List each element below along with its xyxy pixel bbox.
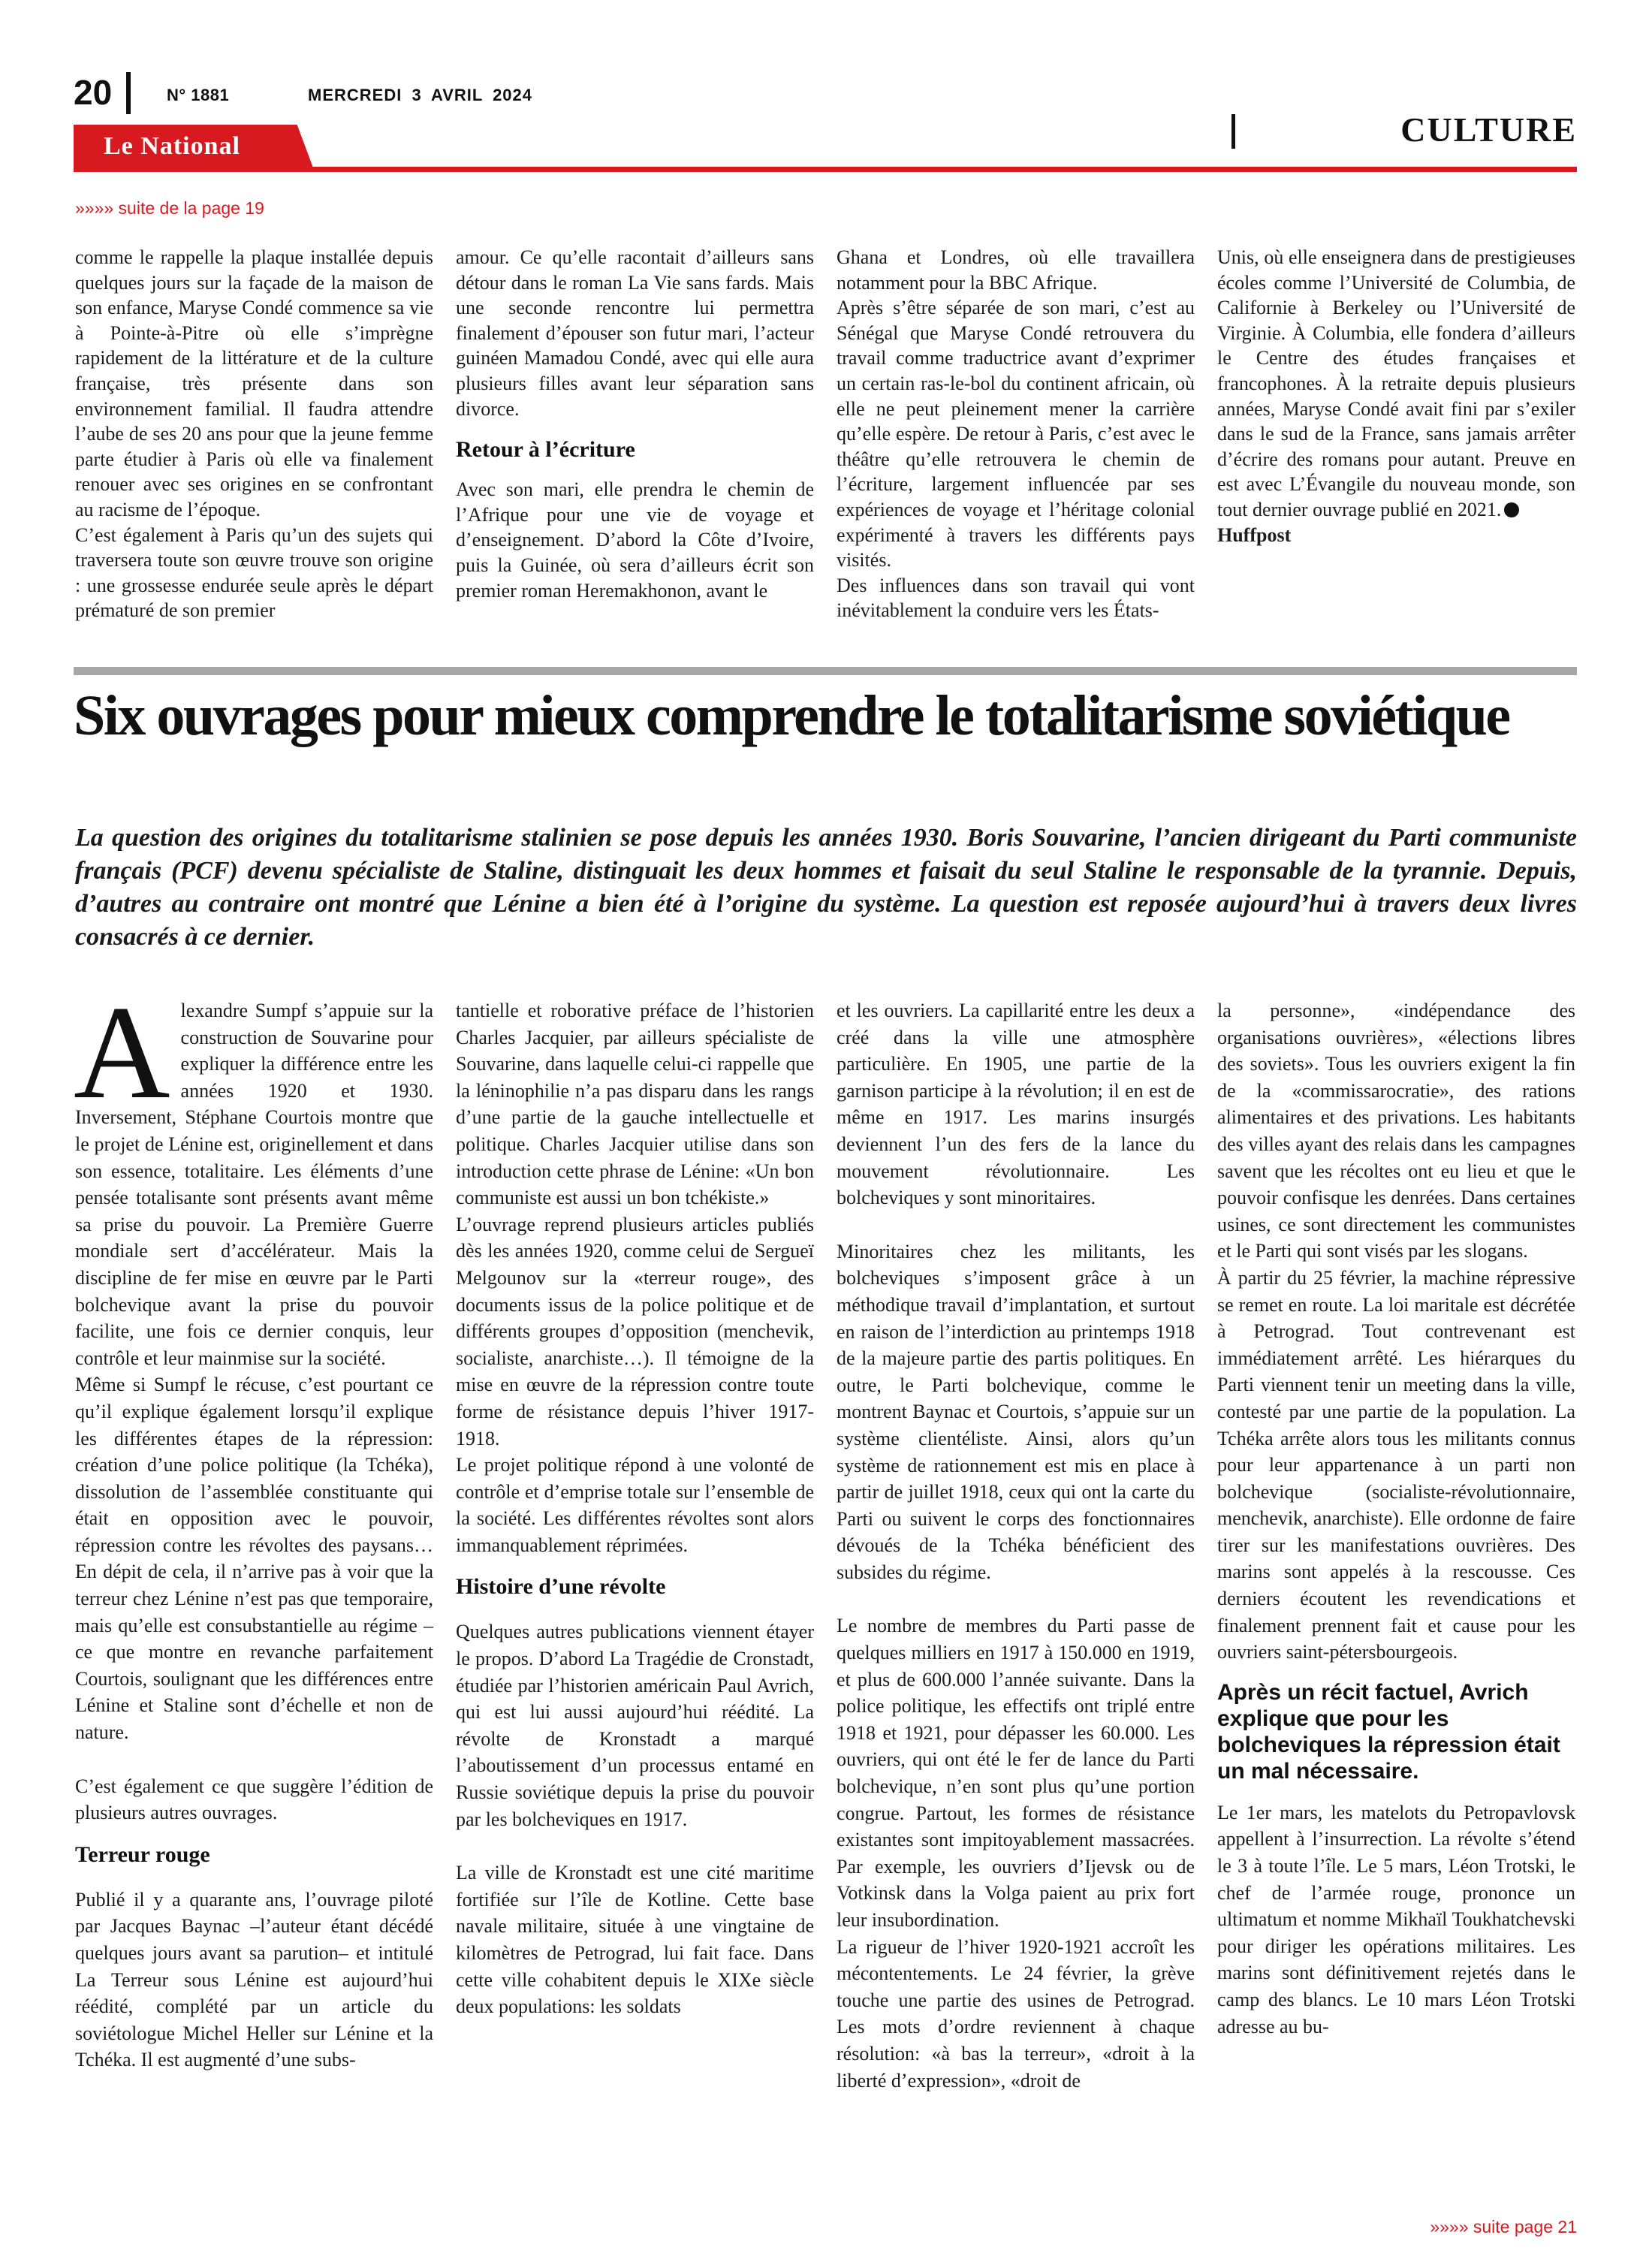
- paragraph: Même si Sumpf le récuse, c’est pourtant ce qu’il explique également lorsqu’il explique les différentes étapes de la répression: création d’une police politique (la Tchéka), dissolution de l’assemblée constituante qui était en opposition avec le pouvoir, répression contre les révoltes des paysans… En dépit de cela, il n’arrive pas à voir que la terreur chez Lénine n’est pas que temporaire, mais qu’elle est consubstantielle au régime –ce que montre en revanche parfaitement Courtois, soulignant que les différences entre Lénine et Staline sont d’échelle et non de nature.: [75, 1374, 433, 1744]
- paragraph: L’ouvrage reprend plusieurs articles publiés dès les années 1920, comme celui de Sergueï Melgounov sur la «terreur rouge», des documents issus de la police politique et de différents groupes d’opposition (menchevik, socialiste, anarchiste…). Il témoigne de la mise en œuvre de la répression contre toute forme de résistance depuis l’hiver 1917-1918.: [456, 1213, 814, 1449]
- pull-quote: Après un récit factuel, Avrich explique que pour les bolcheviques la répression était un mal nécessaire.: [1217, 1679, 1560, 1784]
- paragraph: tantielle et roborative préface de l’historien Charles Jacquier, par ailleurs spécialiste de Souvarine, dans laquelle celui-ci rappelle que la léninophilie n’a pas disparu dans les rangs d’une partie de la gauche intellectuelle et politique. Charles Jacquier utilise dans son introduction cette phrase de Lénine: «Un bon communiste est aussi un bon tchékiste.»: [456, 1000, 814, 1209]
- article-separator: [74, 667, 1577, 675]
- paragraph: [74, 978, 433, 1371]
- paragraph: Le 1er mars, les matelots du Petropavlovsk appellent à l’insurrection. La révolte s’étend le 3 à toute l’île. Le 5 mars, Léon Trotski, le chef de l’armée rouge, prononce un ultimatum et nomme Mikhaïl Toukhatchevski pour diriger les opérations militaires. Les marins sont définitivement rejetés dans le camp des blancs. Le 10 mars Léon Trotski adresse au bu-: [1217, 1801, 1575, 2037]
- main-article-column-1: [74, 978, 433, 2074]
- issue-date: MERCREDI 3 AVRIL 2024: [308, 86, 533, 104]
- paragraph: comme le rappelle la plaque installée depuis quelques jours sur la façade de la maison de son enfance, Maryse Condé commence sa vie à Pointe-à-Pitre où elle s’imprègne rapidement de la littérature et de la culture française, très présente dans son environnement familial. Il faudra attendre l’aube de ses 20 ans pour que la jeune femme parte étudier à Paris où elle va finalement renouer avec ses origines en se confrontant au racisme de l’époque.: [75, 246, 433, 520]
- subheading: Histoire d’une révolte: [456, 1574, 666, 1600]
- issue-number: N° 1881: [167, 86, 230, 104]
- paragraph: Quelques autres publications viennent étayer le propos. D’abord La Tragédie de Cronstadt, étudiée par l’historien américain Paul Avrich, qui est lui aussi aujourd’hui réédité. La révolte de Kronstadt a marqué l’aboutissement d’un processus entamé en Russie soviétique depuis la prise du pouvoir par les bolcheviques en 1917.: [456, 1621, 814, 1830]
- article-lede: La question des origines du totalitarisme stalinien se pose depuis les années 1930. Boris Souvarine, l’ancien dirigeant du Parti communiste français (PCF) devenu spécialiste de Staline, distinguait les deux hommes et faisait du seul Staline le responsable de la tyrannie. Depuis, d’autres au contraire ont montré que Lénine a bien été à l’origine du système. La question est reposée aujourd’hui à travers deux livres consacrés à ce dernier.: [75, 824, 1577, 951]
- main-article-column-4: [1217, 997, 1575, 2040]
- paragraph: amour. Ce qu’elle racontait d’ailleurs sans détour dans le roman La Vie sans fards. Mais une seconde rencontre lui permettra finalement d’épouser son futur mari, l’acteur guinéen Mamadou Condé, avec qui elle aura plusieurs filles avant leur séparation sans divorce.: [456, 246, 814, 420]
- article-source: Huffpost: [1217, 523, 1292, 546]
- paragraph: Après s’être séparée de son mari, c’est au Sénégal que Maryse Condé retrouvera du travail comme traductrice avant d’exprimer un certain ras-le-bol du continent africain, où elle ne peut pleinement mener la carrière qu’elle espère. De retour à Paris, c’est avec le théâtre qu’elle retrouvera le chemin de l’écriture, largement influencée par ses expériences de voyage et l’héritage colonial expérimenté à travers les différents pays visités.: [837, 297, 1195, 572]
- paragraph: Le nombre de membres du Parti passe de quelques milliers en 1917 à 150.000 en 1919, et plus de 600.000 l’année suivante. Dans la police politique, les effectifs ont triplé entre 1918 et 1921, pour dépasser les 60.000. Les ouvriers, qui ont été le fer de lance du Parti bolchevique, n’en sont plus qu’une portion congrue. Partout, les formes de résistance existantes sont impitoyablement massacrées. Par exemple, les ouvriers d’Ijevsk ou de Votkinsk dans la Volga paient au prix fort leur insubordination.: [837, 1615, 1195, 1931]
- paragraph: C’est également à Paris qu’un des sujets qui traversera toute son œuvre trouve son origine : une grossesse endurée seule après le départ prématuré de son premier: [75, 523, 433, 622]
- newspaper-logo-text: Le National: [104, 132, 240, 160]
- paragraph: Minoritaires chez les militants, les bolcheviques s’imposent grâce à un méthodique travail d’implantation, et surtout en raison de l’interdiction au printemps 1918 de la majeure partie des partis politiques. En outre, le Parti bolchevique, comme le montrent Baynac et Courtois, s’appuie sur un système clientéliste. Ainsi, alors qu’un système de rationnement est mis en place à partir de juillet 1918, ceux qui ont la carte du Parti ou suivent le corps des fonctionnaires dévoués de la Tchéka bénéficient des subsides du régime.: [837, 1240, 1195, 1583]
- top-article-column-1: [75, 245, 433, 623]
- header-rule: [74, 167, 1577, 172]
- subheading: Terreur rouge: [75, 1841, 210, 1867]
- continued-to-link[interactable]: »»»» suite page 21: [1430, 2217, 1577, 2236]
- end-of-article-icon: [1504, 502, 1519, 517]
- paragraph: À partir du 25 février, la machine répressive se remet en route. La loi maritale est décrétée à Petrograd. Tout contrevenant est immédiatement arrêté. Les hiérarques du Parti viennent tenir un meeting dans la ville, contesté par une partie de la population. La Tchéka arrête alors tous les militants connus pour leur appartenance à un parti non bolchevique (socialiste-révolutionnaire, menchevik, anarchiste). Elle ordonne de faire tirer sur les manifestations ouvrières. Des marins sont appelés à la rescousse. Ces derniers écoutent les revendications et finalement prennent fait et cause pour les ouvriers saint-pétersbourgeois.: [1217, 1266, 1575, 1663]
- paragraph-text: Unis, où elle enseignera dans de prestigieuses écoles comme l’Université de Columbia, de Californie à Berkeley ou l’Université de Virginie. À Columbia, elle fondera d’ailleurs le Centre des études françaises et francophones. À la retraite depuis plusieurs années, Maryse Condé avait fini par s’exiler dans le sud de la France, sans jamais arrêter d’écrire des romans pour autant. Preuve en est avec L’Évangile du nouveau monde, son tout dernier ouvrage publié en 2021.: [1217, 246, 1575, 520]
- paragraph: et les ouvriers. La capillarité entre les deux a créé dans la ville une atmosphère particulière. En 1905, une partie de la garnison participe à la révolution; il en est de même en 1917. Les marins insurgés deviennent l’un des fers de la lance du mouvement révolutionnaire. Les bolcheviques y sont minoritaires.: [837, 1000, 1195, 1209]
- paragraph: C’est également ce que suggère l’édition de plusieurs autres ouvrages.: [75, 1775, 433, 1824]
- paragraph: [1217, 245, 1575, 523]
- paragraph: Ghana et Londres, où elle travaillera notamment pour la BBC Afrique.: [837, 246, 1195, 294]
- paragraph: Le projet politique répond à une volonté de contrôle et d’emprise totale sur l’ensemble de la société. Les différentes révoltes sont alors immanquablement réprimées.: [456, 1454, 814, 1556]
- header-divider: [126, 72, 131, 114]
- continued-from-link[interactable]: »»»» suite de la page 19: [75, 198, 264, 218]
- top-article-column-4: [1217, 245, 1575, 547]
- paragraph: la personne», «indépendance des organisations ouvrières», «élections libres des soviets». Tous les ouvriers exigent la fin de la «commissarocratie», des rations alimentaires et des privations. Les habitants des villes ayant des relais dans les campagnes savent que les récoltes ont eu lieu et que le pouvoir confisque les denrées. Dans certaines usines, ce sont directement les communistes et le Parti qui sont visés par les slogans.: [1217, 1000, 1575, 1262]
- main-article-column-2: [456, 997, 814, 2020]
- subheading: Retour à l’écriture: [456, 437, 635, 463]
- paragraph: Des influences dans son travail qui vont inévitablement la conduire vers les États-: [837, 574, 1195, 622]
- paragraph: La ville de Kronstadt est une cité maritime fortifiée sur l’île de Kotline. Cette base navale militaire, située à une vingtaine de kilomètres de Petrograd, lui fait face. Dans cette ville cohabitent depuis le XIXe siècle deux populations: les soldats: [456, 1862, 814, 2018]
- page-number: 20: [74, 73, 113, 112]
- main-article-column-3: [837, 997, 1195, 2094]
- section-label: CULTURE: [1400, 110, 1577, 149]
- article-headline: Six ouvrages pour mieux comprendre le totalitarisme soviétique: [74, 684, 1509, 747]
- top-article-column-3: [837, 245, 1195, 623]
- drop-cap: A: [74, 978, 170, 1126]
- paragraph: Avec son mari, elle prendra le chemin de l’Afrique pour une vie de voyage et d’enseignement. D’abord la Côte d’Ivoire, puis la Guinée, où sera d’ailleurs écrit son premier roman Heremakhonon, avant le: [456, 478, 814, 602]
- section-divider: [1231, 114, 1235, 149]
- paragraph: La rigueur de l’hiver 1920-1921 accroît les mécontentements. Le 24 février, la grève touche une partie des usines de Petrograd. Les mots d’ordre reviennent à chaque résolution: «à bas la terreur», «droit à la liberté d’expression», «droit de: [837, 1935, 1195, 2092]
- paragraph-text: lexandre Sumpf s’appuie sur la construction de Souvarine pour expliquer la différence entre les années 1920 et 1930. Inversement, Stéphane Courtois montre que le projet de Lénine est, originellement et dans son essence, totalitaire. Les éléments d’une pensée totalisante sont présents avant même sa prise du pouvoir. La Première Guerre mondiale sert d’accélérateur. Mais la discipline de fer mise en œuvre par le Parti bolchevique avant la prise du pouvoir facilite, une fois ce dernier conquis, leur contrôle et leur mainmise sur la société.: [75, 1000, 433, 1369]
- top-article-column-2: [456, 245, 814, 603]
- paragraph: Publié il y a quarante ans, l’ouvrage piloté par Jacques Baynac –l’auteur étant décédé quelques jours avant sa parution– et intitulé La Terreur sous Lénine est aujourd’hui réédité, complété par un article du soviétologue Michel Heller sur Lénine et la Tchéka. Il est augmenté d’une subs-: [75, 1888, 433, 2071]
